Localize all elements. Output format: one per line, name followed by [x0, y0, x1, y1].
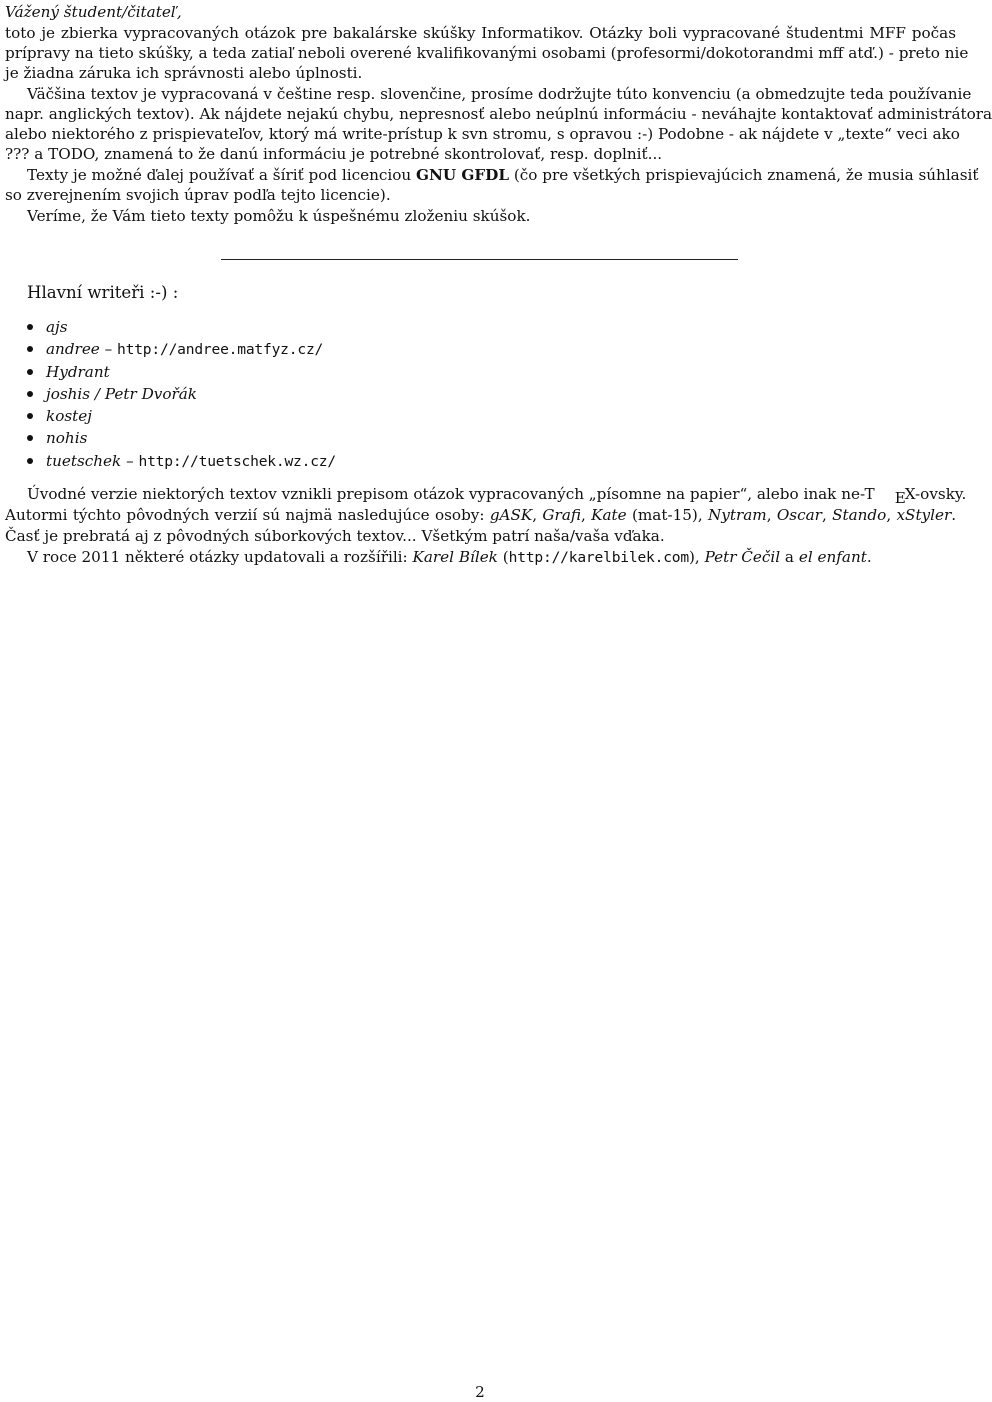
origins-line-2: Autormi týchto pôvodných verzií sú najmä nasledujúce osoby: gASK, Grafi, Kate (mat-15), Nytram, Oscar, Stando, xStyler.	[5, 506, 957, 524]
updater-name: el enfant	[798, 548, 867, 566]
updater-name: Petr Čečil	[704, 548, 781, 566]
language-line-1: Väčšina textov je vypracovaná v češtine resp. slovenčine, prosíme dodržujte túto konvenciu (a obmedzujte teda používanie	[27, 85, 972, 103]
license-line-1	[5, 165, 979, 185]
author-name: Nytram	[708, 506, 767, 524]
writers-list	[27, 316, 336, 472]
author-name: xStyler	[896, 506, 952, 524]
writer-separator: –	[121, 451, 139, 470]
writer-separator: –	[99, 340, 118, 359]
writer-url-link[interactable]: http://andree.matfyz.cz/	[117, 341, 324, 359]
language-line-3: alebo niektorého z prispievateľov, ktorý má write-prístup k svn stromu, s opravou :-) Podobne - ak nájdete v „texte“ veci ako	[5, 125, 960, 143]
writer-name: kostej	[46, 407, 92, 426]
horizontal-rule	[221, 259, 738, 260]
update-conjunction: a	[780, 548, 799, 566]
intro-line-3: je žiadna záruka ich správnosti alebo úplnosti.	[5, 64, 363, 82]
origins-line-3: Časť je prebratá aj z pôvodných súborkových textov... Všetkým patrí naša/vaša vďaka.	[5, 527, 665, 545]
language-line-2a: napr. anglických textov).	[5, 105, 195, 123]
tex-logo-e: E	[894, 489, 906, 507]
author-name: Kate	[591, 506, 627, 524]
writers-heading: Hlavní writeři :-) :	[27, 283, 179, 302]
updater-url-link[interactable]: http://karelbilek.com	[508, 549, 689, 566]
writer-url-link[interactable]: http://tuetschek.wz.cz/	[138, 452, 336, 470]
update-prefix: V roce 2011 některé otázky updatovali a rozšířili:	[27, 548, 413, 566]
origins-text-a: Úvodné verzie niektorých textov vznikli prepisom otázok vypracovaných „písomne na papier“, alebo inak ne-T	[27, 485, 875, 503]
writer-item	[27, 316, 336, 338]
license-text-b: (čo pre všetkých prispievajúcich znamená, že musia súhlasiť	[509, 166, 979, 184]
writer-item	[27, 361, 336, 383]
intro-line-1: toto je zbierka vypracovaných otázok pre bakalárske skúšky Informatikov. Otázky boli vypracované študentmi MFF počas	[5, 24, 956, 42]
writer-name: tuetschek	[46, 451, 122, 470]
license-line-2: so zverejnením svojich úprav podľa tejto licencie).	[5, 186, 391, 204]
language-line-2	[5, 104, 992, 124]
salutation: Vážený študent/čitateľ,	[5, 3, 182, 21]
language-line-2b: Ak nájdete nejakú chybu, nepresnosť alebo neúplnú informáciu - neváhajte kontaktovať administrátora	[199, 105, 992, 123]
writer-item	[27, 338, 336, 360]
author-name: Grafi	[542, 506, 581, 524]
origins-authors-intro: Autormi týchto pôvodných verzií sú najmä nasledujúce osoby:	[5, 506, 490, 524]
updater-name: Karel Bílek	[412, 548, 498, 566]
author-name: gASK	[489, 506, 533, 524]
page-number: 2	[475, 1383, 485, 1401]
language-line-4: ??? a TODO, znamená to že danú informáciu je potrebné skontrolovať, resp. doplniť...	[5, 145, 663, 163]
writer-item	[27, 383, 336, 405]
writer-name: ajs	[46, 318, 68, 336]
writer-name: joshis / Petr Dvořák	[46, 384, 197, 403]
gfdl-label: GNU GFDL	[416, 166, 510, 184]
writer-name: nohis	[46, 429, 88, 448]
author-name: Oscar	[776, 506, 822, 524]
intro-line-2: prípravy na tieto skúšky, a teda zatiaľ neboli overené kvalifikovanými osobami (profesormi/dokotorandmi mff atď.) - preto nie	[5, 44, 969, 62]
writer-item	[27, 427, 336, 449]
origins-line-1	[5, 484, 967, 507]
writer-name: andree	[46, 340, 100, 359]
wish-line: Veríme, že Vám tieto texty pomôžu k úspešnému zloženiu skúšok.	[27, 207, 531, 225]
writer-item	[27, 405, 336, 427]
update-line: V roce 2011 některé otázky updatovali a rozšířili: Karel Bílek (http://karelbilek.com), Petr Čečil a el enfant.	[27, 548, 872, 566]
license-text-a: Texty je možné ďalej používať a šíriť pod licenciou	[27, 166, 417, 184]
author-note: (mat-15)	[626, 506, 698, 524]
origins-text-b: X-ovsky.	[904, 485, 967, 503]
writer-name: Hydrant	[46, 362, 110, 381]
writer-item	[27, 450, 336, 472]
author-name: Stando	[832, 506, 887, 524]
